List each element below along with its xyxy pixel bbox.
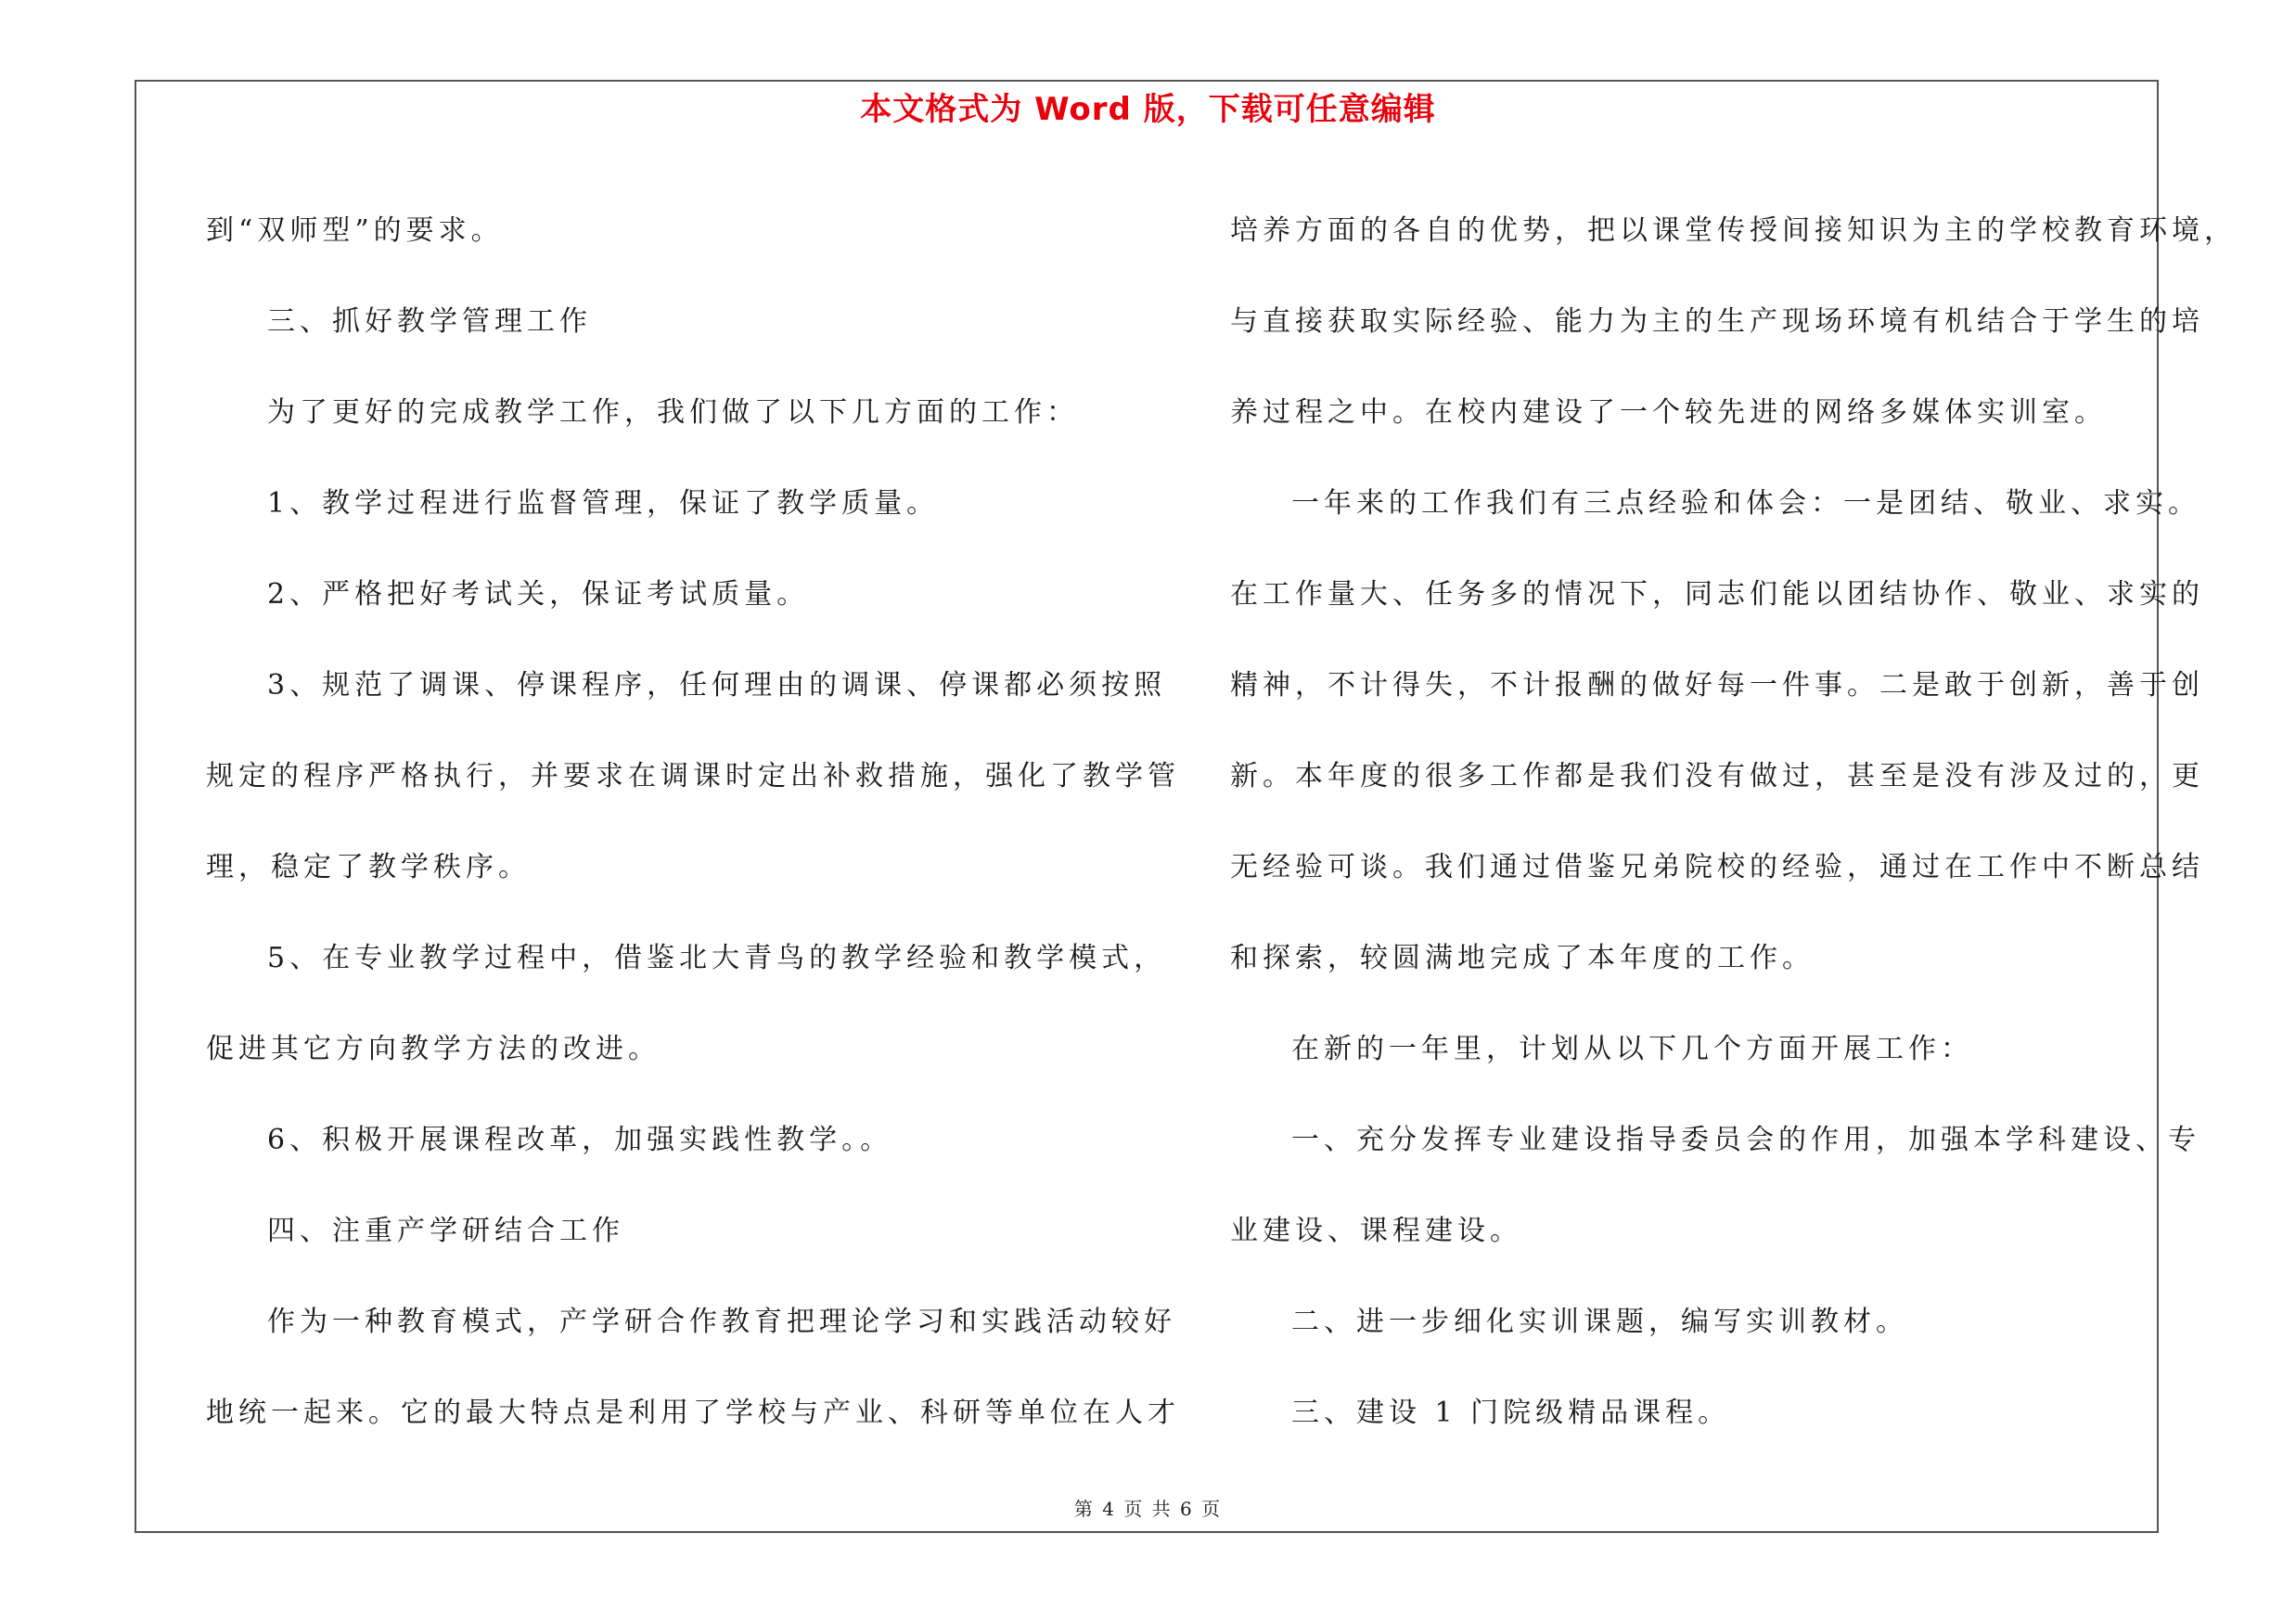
paragraph-line: 无经验可谈。我们通过借鉴兄弟院校的经验，通过在工作中不断总结 <box>1230 851 2204 883</box>
page-middle: 页 共 <box>1123 1498 1173 1520</box>
list-item: 5、在专业教学过程中，借鉴北大青鸟的教学经验和教学模式， <box>267 942 1167 974</box>
list-item: 一、充分发挥专业建设指导委员会的作用，加强本学科建设、专 <box>1291 1124 2200 1156</box>
paragraph-line: 作为一种教育模式，产学研合作教育把理论学习和实践活动较好 <box>267 1306 1176 1338</box>
page-prefix: 第 <box>1073 1498 1095 1520</box>
paragraph-line: 地统一起来。它的最大特点是利用了学校与产业、科研等单位在人才 <box>206 1397 1180 1429</box>
current-page-number: 4 <box>1102 1498 1116 1520</box>
paragraph-line: 与直接获取实际经验、能力为主的生产现场环境有机结合于学生的培 <box>1230 305 2204 338</box>
paragraph-line: 培养方面的各自的优势，把以课堂传授间接知识为主的学校教育环境， <box>1230 214 2237 247</box>
paragraph-line: 在工作量大、任务多的情况下，同志们能以团结协作、敬业、求实的 <box>1230 578 2204 611</box>
paragraph-line: 促进其它方向教学方法的改进。 <box>206 1033 661 1065</box>
paragraph-line: 精神，不计得失，不计报酬的做好每一件事。二是敢于创新，善于创 <box>1230 669 2204 702</box>
paragraph-line: 新。本年度的很多工作都是我们没有做过，甚至是没有涉及过的，更 <box>1230 760 2204 792</box>
paragraph-line: 养过程之中。在校内建设了一个较先进的网络多媒体实训室。 <box>1230 396 2107 429</box>
section-heading: 三、抓好教学管理工作 <box>267 305 592 338</box>
list-item: 1、教学过程进行监督管理，保证了教学质量。 <box>267 487 940 520</box>
total-page-count: 6 <box>1180 1498 1194 1520</box>
paragraph-line: 到“双师型”的要求。 <box>206 214 504 247</box>
right-text-column <box>1230 186 2237 1459</box>
paragraph-line: 为了更好的完成教学工作，我们做了以下几方面的工作： <box>267 396 1079 429</box>
list-item: 3、规范了调课、停课程序，任何理由的调课、停课都必须按照 <box>267 669 1167 702</box>
section-heading: 四、注重产学研结合工作 <box>267 1215 624 1247</box>
page-number-footer <box>0 1494 2296 1521</box>
paragraph-line: 和探索，较圆满地完成了本年度的工作。 <box>1230 942 1815 974</box>
paragraph-line: 一年来的工作我们有三点经验和体会：一是团结、敬业、求实。 <box>1291 487 2200 520</box>
format-notice-banner: 本文格式为 Word 版，下载可任意编辑 <box>860 91 1436 128</box>
paragraph-line: 业建设、课程建设。 <box>1230 1215 1522 1247</box>
list-item: 二、进一步细化实训课题，编写实训教材。 <box>1291 1306 1908 1338</box>
list-item: 6、积极开展课程改革，加强实践性教学。。 <box>267 1124 893 1156</box>
list-item: 2、严格把好考试关，保证考试质量。 <box>267 578 810 611</box>
left-text-column <box>206 186 1180 1459</box>
list-item: 三、建设 1 门院级精品课程。 <box>1291 1397 1731 1429</box>
paragraph-line: 在新的一年里，计划从以下几个方面开展工作： <box>1291 1033 1973 1065</box>
paragraph-line: 规定的程序严格执行，并要求在调课时定出补救措施，强化了教学管 <box>206 760 1180 792</box>
paragraph-line: 理，稳定了教学秩序。 <box>206 851 531 883</box>
page-suffix: 页 <box>1201 1498 1223 1520</box>
